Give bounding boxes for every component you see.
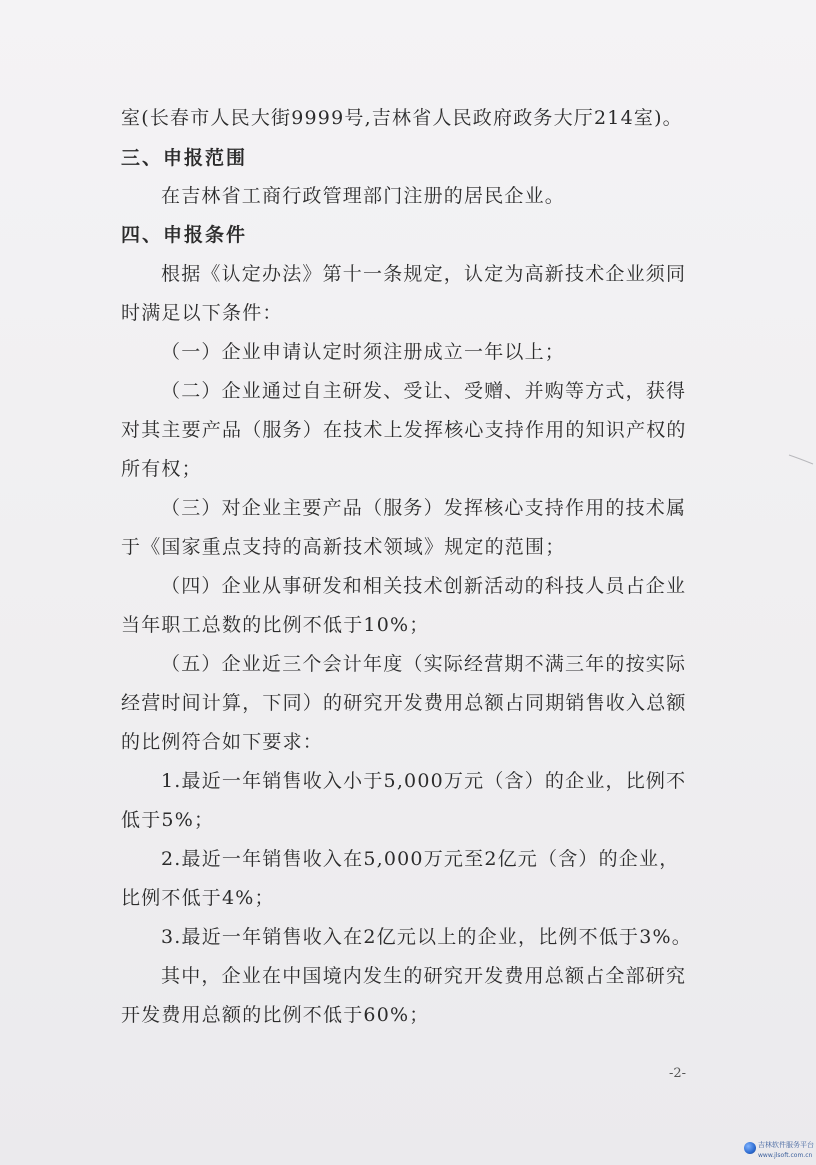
text-line-14: 当年职工总数的比例不低于10%； bbox=[121, 614, 430, 636]
text-line-24: 开发费用总额的比例不低于60%； bbox=[121, 1004, 430, 1026]
watermark-title: 吉林软件服务平台 bbox=[758, 1141, 814, 1149]
text-line-18: 1.最近一年销售收入小于5,000万元（含）的企业，比例不 bbox=[161, 770, 687, 792]
text-line-16: 经营时间计算，下同）的研究开发费用总额占同期销售收入总额 bbox=[121, 692, 687, 714]
text-line-19: 低于5%； bbox=[121, 809, 215, 831]
text-line-22: 3.最近一年销售收入在2亿元以上的企业，比例不低于3%。 bbox=[161, 926, 692, 948]
watermark-logo-icon bbox=[744, 1142, 756, 1154]
text-line-5: 根据《认定办法》第十一条规定，认定为高新技术企业须同 bbox=[161, 263, 687, 285]
text-line-6: 时满足以下条件： bbox=[121, 302, 283, 324]
text-line-15: （五）企业近三个会计年度（实际经营期不满三年的按实际 bbox=[161, 653, 687, 675]
text-line-10: 所有权； bbox=[121, 458, 202, 480]
text-line-1: 室(长春市人民大街9999号,吉林省人民政府政务大厅214室)。 bbox=[121, 107, 683, 129]
section-heading-4: 四、申报条件 bbox=[121, 224, 248, 246]
text-line-13: （四）企业从事研发和相关技术创新活动的科技人员占企业 bbox=[161, 575, 687, 597]
text-line-23: 其中，企业在中国境内发生的研究开发费用总额占全部研究 bbox=[161, 965, 687, 987]
text-line-7: （一）企业申请认定时须注册成立一年以上； bbox=[161, 341, 566, 363]
text-line-11: （三）对企业主要产品（服务）发挥核心支持作用的技术属 bbox=[161, 497, 687, 519]
scan-edge-mark-icon bbox=[788, 452, 814, 466]
section-heading-3: 三、申报范围 bbox=[121, 147, 248, 169]
text-line-17: 的比例符合如下要求： bbox=[121, 731, 324, 753]
text-line-9: 对其主要产品（服务）在技术上发挥核心支持作用的知识产权的 bbox=[121, 419, 687, 441]
text-line-8: （二）企业通过自主研发、受让、受赠、并购等方式，获得 bbox=[161, 380, 687, 402]
watermark-stamp bbox=[742, 1140, 814, 1162]
text-line-3: 在吉林省工商行政管理部门注册的居民企业。 bbox=[161, 185, 566, 207]
page-number: -2- bbox=[669, 1066, 687, 1081]
text-line-20: 2.最近一年销售收入在5,000万元至2亿元（含）的企业， bbox=[161, 848, 680, 870]
watermark-url: www.jlsoft.com.cn bbox=[758, 1152, 813, 1159]
text-line-21: 比例不低于4%； bbox=[121, 887, 275, 909]
text-line-12: 于《国家重点支持的高新技术领域》规定的范围； bbox=[121, 536, 566, 558]
